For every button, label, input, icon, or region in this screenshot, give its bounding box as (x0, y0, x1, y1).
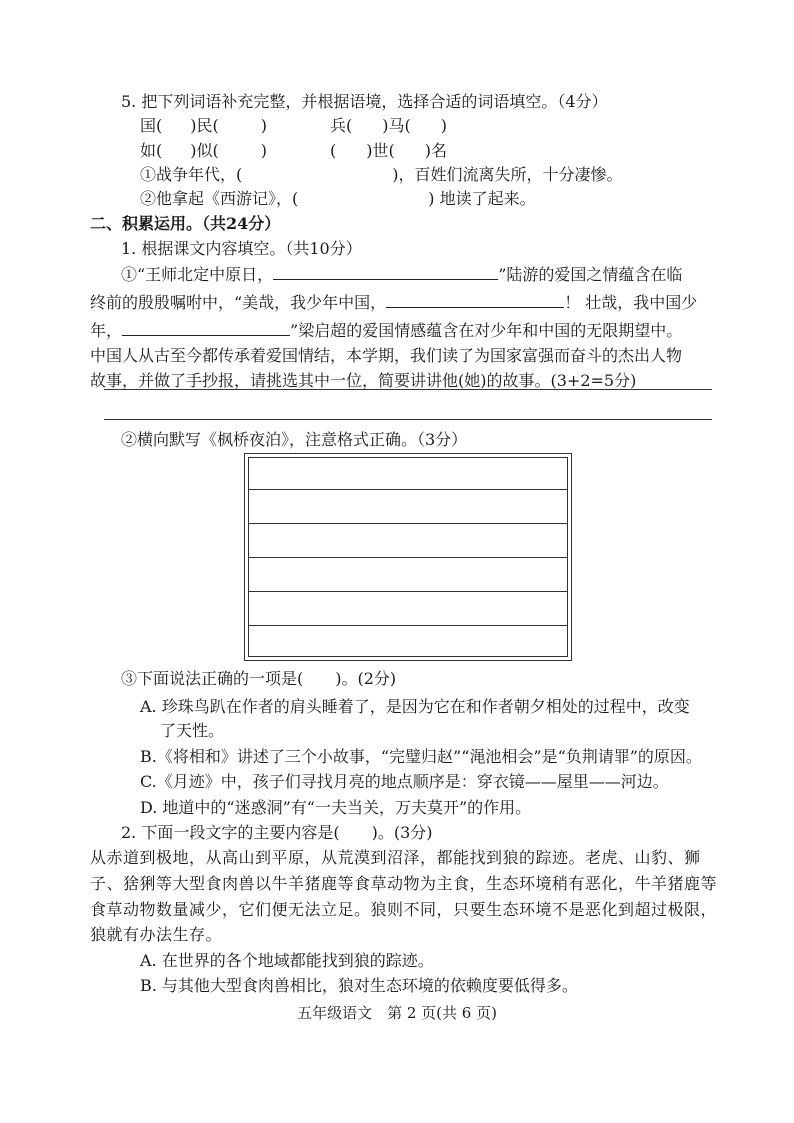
fill-blank[interactable] (386, 290, 564, 308)
q2-passage-4: 狼就有办法生存。 (90, 925, 223, 944)
q1-l1-b: ”陆游的爱国之情蕴含在临 (498, 265, 683, 284)
q5-sentence-2 (140, 187, 536, 211)
option-a-line-1: A. 珍珠鸟趴在作者的肩头睡着了，是因为它在和作者朝夕相处的过程中，改变 (140, 697, 690, 716)
q2-passage-3: 食草动物数量减少，它们便无法立足。狼则不同，只要生态环境不是恶化到超过极限， (90, 900, 718, 919)
option-d: D. 地道中的“迷惑洞”有“一夫当关，万夫莫开”的作用。 (140, 798, 532, 817)
q5-s1-pre: ①战争年代，( (140, 165, 243, 184)
writing-grid[interactable] (244, 453, 572, 661)
fill-blank[interactable] (273, 262, 498, 280)
q1-title: 1. 根据课文内容填空。（共10分） (121, 239, 362, 258)
q2-passage-1: 从赤道到极地，从高山到平原，从荒漠到沼泽，都能找到狼的踪迹。老虎、山豹、狮 (90, 848, 701, 867)
q5-row2-part: ) (260, 141, 267, 160)
q5-row2-part: )世( (366, 141, 395, 160)
answer-line[interactable] (104, 419, 712, 420)
q5-row1-part: ) (260, 116, 267, 135)
answer-line[interactable] (104, 389, 712, 390)
q1-line-1 (121, 262, 682, 287)
option-c: C.《月迹》中，孩子们寻找月亮的地点顺序是：穿衣镜——屋里——河边。 (140, 772, 669, 791)
section-title: 二、积累运用。（共24分） (90, 214, 281, 233)
q2-title: 2. 下面一段文字的主要内容是( )。(3分) (121, 823, 433, 842)
q2-option-a: A. 在世界的各个地域都能找到狼的踪迹。 (140, 951, 434, 970)
q1-l2-a: 终前的殷殷嘱咐中，“美哉，我少年中国， (90, 293, 387, 312)
page-footer: 五年级语文 第 2 页(共 6 页) (297, 1004, 497, 1022)
q5-row1-part: 兵( (330, 116, 353, 135)
q5-row1-part: )马( (382, 116, 411, 135)
q1-l2-b: ！ 壮哉，我中国少 (564, 293, 698, 312)
q5-row2 (140, 139, 267, 163)
q1-line-2 (90, 290, 697, 315)
q1-sub2: ②横向默写《枫桥夜泊》，注意格式正确。（3分） (121, 430, 468, 449)
q5-s2-post: ) 地读了起来。 (428, 189, 536, 208)
q5-s1-post: )，百姓们流离失所，十分凄惨。 (392, 165, 623, 184)
q5-title: 5. 把下列词语补充完整，并根据语境，选择合适的词语填空。（4分） (121, 92, 608, 111)
grid-row-line (248, 591, 568, 592)
q2-passage-2: 子、猞猁等大型食肉兽以牛羊猪鹿等食草动物为主食，生态环境稍有恶化，牛羊猪鹿等 (90, 874, 718, 893)
q5-s2-pre: ②他拿起《西游记》，( (140, 189, 299, 208)
q1-line-5: 故事，并做了手抄报，请挑选其中一位，简要讲讲他(她)的故事。(3+2=5分) (90, 371, 637, 390)
q5-row2-part: ( (330, 141, 337, 160)
q2-option-b: B. 与其他大型食肉兽相比，狼对生态环境的依赖度要低得多。 (140, 976, 578, 995)
q1-l3-a: 年， (90, 321, 123, 340)
option-a-line-2: 了天性。 (160, 721, 225, 740)
q5-row2-part: )似( (190, 141, 219, 160)
q5-row2b (330, 139, 447, 163)
q1-sub3: ③下面说法正确的一项是( )。(2分) (121, 669, 397, 688)
q1-line-3 (90, 318, 682, 343)
fill-blank[interactable] (122, 318, 290, 336)
q5-row1-part: ) (440, 116, 447, 135)
grid-row-line (248, 489, 568, 490)
grid-row-line (248, 557, 568, 558)
q1-line-4: 中国人从古至今都传承着爱国情结，本学期，我们读了为国家富强而奋斗的杰出人物 (90, 346, 683, 365)
q1-l1-a: ①“王师北定中原日， (121, 265, 274, 284)
grid-row-line (248, 523, 568, 524)
q5-row2-part: 如( (140, 141, 163, 160)
q5-row2-part: )名 (424, 141, 447, 160)
q5-row1-part: 国( (140, 116, 163, 135)
q5-row1-part: )民( (190, 116, 219, 135)
q5-sentence-1 (140, 163, 623, 187)
option-b: B.《将相和》讲述了三个小故事，“完璧归赵”“渑池相会”是“负荆请罪”的原因。 (140, 747, 702, 766)
grid-row-line (248, 625, 568, 626)
q1-l3-b: ”梁启超的爱国情感蕴含在对少年和中国的无限期望中。 (290, 321, 683, 340)
q5-row1b (330, 114, 447, 138)
q5-row1 (140, 114, 267, 138)
